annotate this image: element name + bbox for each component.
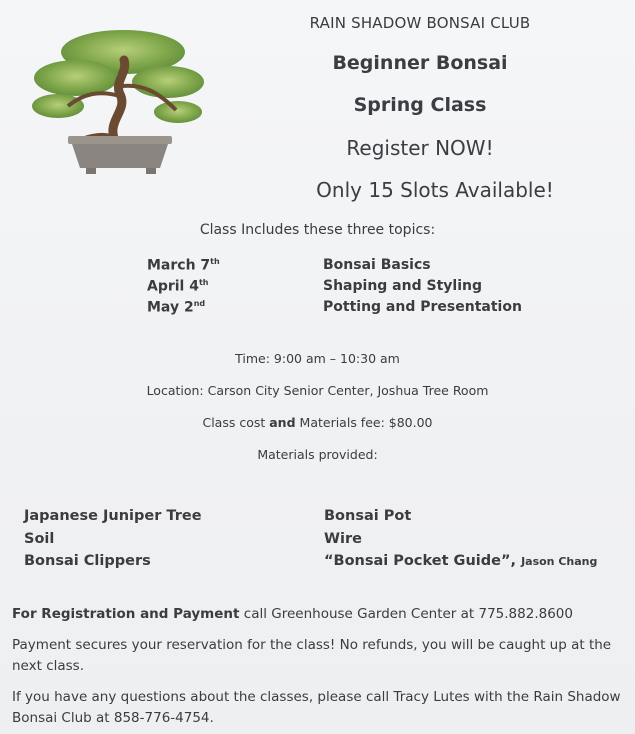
schedule-date: April 4th (147, 278, 209, 295)
class-title: Beginner Bonsai (332, 52, 508, 74)
slots-callout: Only 15 Slots Available! (316, 178, 554, 202)
material-item: Japanese Juniper Tree (24, 508, 202, 524)
class-subtitle: Spring Class (353, 94, 487, 116)
material-item: Bonsai Clippers (24, 553, 151, 569)
schedule-topic: Bonsai Basics (323, 257, 431, 273)
material-item: Bonsai Pot (324, 508, 412, 524)
material-item: Wire (324, 531, 362, 547)
schedule-topic: Shaping and Styling (323, 278, 482, 294)
registration-info: For Registration and Payment call Greenhouse Garden Center at 775.882.8600 (12, 606, 573, 622)
class-cost: Class cost and Materials fee: $80.00 (202, 415, 433, 430)
class-location: Location: Carson City Senior Center, Joshua Tree Room (146, 383, 489, 398)
materials-heading: Materials provided: (257, 447, 378, 462)
questions-note: If you have any questions about the classes, please call Tracy Lutes with the Rain Shadow Bonsai Club at 858-776-4754. (12, 689, 621, 726)
schedule-date: May 2nd (147, 299, 206, 316)
guide-author: Jason Chang (521, 555, 598, 568)
bonsai-tree-icon (28, 20, 208, 180)
schedule-topic: Potting and Presentation (323, 299, 522, 315)
register-callout: Register NOW! (346, 136, 494, 160)
club-name: RAIN SHADOW BONSAI CLUB (309, 14, 531, 32)
class-time: Time: 9:00 am – 10:30 am (235, 351, 400, 366)
schedule-date: March 7th (147, 257, 220, 274)
material-item: Soil (24, 531, 55, 547)
material-item: “Bonsai Pocket Guide”, Jason Chang (324, 553, 598, 569)
payment-note: Payment secures your reservation for the class! No refunds, you will be caught up at the next class. (12, 637, 612, 674)
topics-intro: Class Includes these three topics: (199, 222, 436, 238)
